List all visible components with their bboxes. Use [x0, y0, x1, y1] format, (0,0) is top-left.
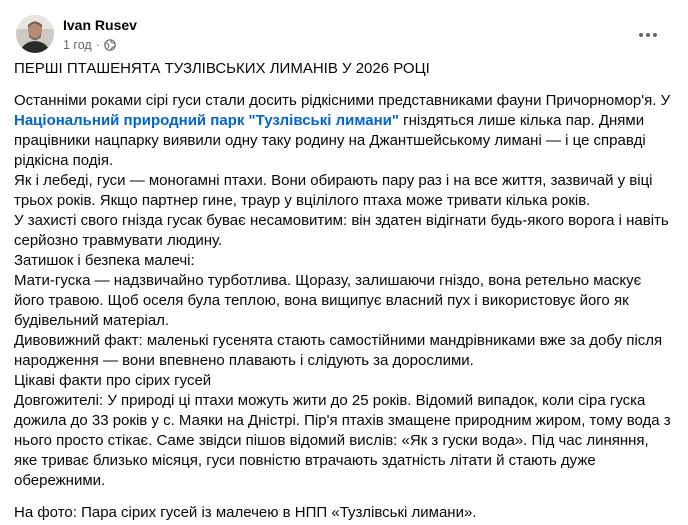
intro-text-after-link: гніздяться лише кілька пар. Днями працівники нацпарку виявили одну таку родину на Джантшейському лимані — і це справді рідкісна подія. — [14, 112, 646, 169]
photo-caption: На фото: Пара сірих гусей із малечею в НПП «Тузлівські лимани». — [14, 504, 477, 521]
intro-paragraph — [14, 91, 674, 171]
avatar[interactable] — [16, 15, 54, 53]
monogamy-paragraph: Як і лебеді, гуси — моногамні птахи. Вони обирають пару раз і на все життя, зазвичай у віці трьох років. Якщо партнер гине, траур у вцілілого птаха може тривати кілька років. — [14, 172, 653, 209]
more-options-icon — [638, 25, 658, 43]
park-link[interactable]: Національний природний парк "Тузлівські лимани" — [14, 112, 399, 129]
post-time[interactable]: 1 год — [63, 37, 92, 52]
time-separator: · — [95, 37, 100, 52]
more-options-button[interactable] — [636, 22, 660, 46]
safety-heading: Затишок і безпека малечі: — [14, 252, 195, 269]
avatar-image — [16, 15, 54, 53]
post-body — [14, 59, 674, 523]
mother-paragraph: Мати-гуска — надзвичайно турботлива. Щоразу, залишаючи гніздо, вона ретельно маскує його травою. Щоб оселя була теплою, вона вищипує власний пух і використовує його як будівельний матеріал. — [14, 272, 642, 329]
post-header — [16, 12, 137, 56]
author-name[interactable]: Ivan Rusev — [63, 16, 137, 33]
fact-paragraph: Дивовижний факт: маленькі гусенята стають самостійними мандрівниками вже за добу після народження — вони впевнено плавають і слідують за дорослими. — [14, 332, 663, 369]
post-title: ПЕРШІ ПТАШЕНЯТА ТУЗЛІВСЬКИХ ЛИМАНІВ У 2026 РОЦІ — [14, 60, 430, 77]
post-meta — [63, 16, 137, 53]
defense-paragraph: У захисті свого гнізда гусак буває несамовитим: він здатен відігнати будь-якого ворога і навіть серйозно травмувати людину. — [14, 212, 669, 249]
longevity-paragraph: Довгожителі: У природі ці птахи можуть жити до 25 років. Відомий випадок, коли сіра гуска дожила до 33 років у с. Маяки на Дністрі. Пір'я птахів змащене природним жиром, тому вода з нього просто стікає. Саме звідси пішов відомий вислів: «Як з гуски вода». Під час линяння, яке триває близько місяця, гуси повністю втрачають здатність літати й стають дуже обережними. — [14, 392, 671, 489]
facts-heading: Цікаві факти про сірих гусей — [14, 372, 212, 389]
globe-icon — [104, 39, 116, 51]
post-subline — [63, 37, 137, 53]
intro-text-before-link: Останніми роками сірі гуси стали досить рідкісними представниками фауни Причорномор'я. У — [14, 92, 671, 109]
